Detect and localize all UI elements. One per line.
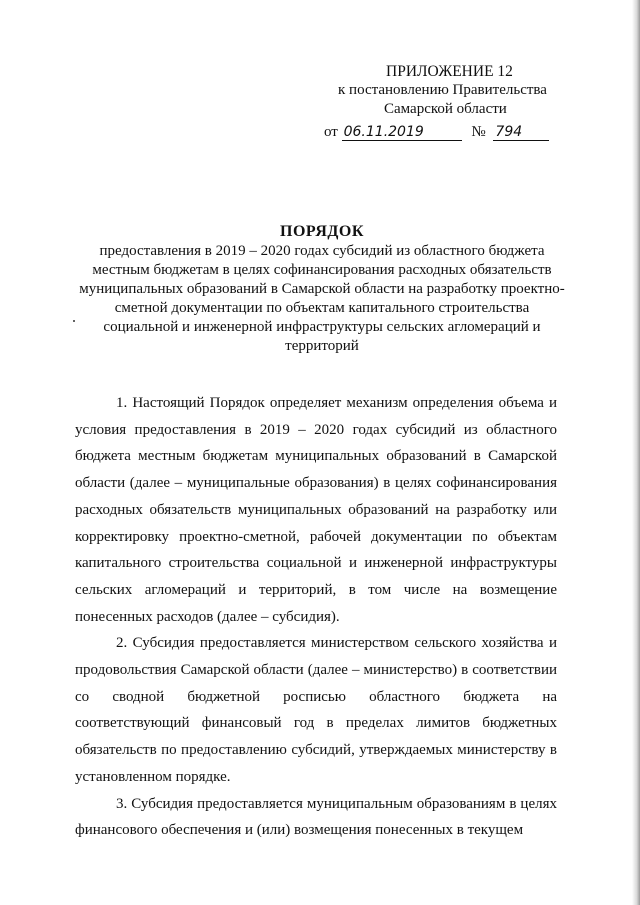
- document-body: [75, 390, 557, 844]
- appendix-resolution-ref: к постановлению Правительства: [338, 82, 547, 98]
- number-sign: №: [471, 124, 486, 140]
- title-subtitle: предоставления в 2019 – 2020 годах субсидий из областного бюджета местным бюджетам в целях софинансирования расходных обязательств муниципальных образований в Самарской области на разработку проектно-сметной документации по объектам капитального строительства социальной и инженерной инфраструктуры сельских агломераций и территорий: [79, 243, 565, 354]
- appendix-region: Самарской области: [384, 101, 507, 117]
- handwritten-date: 06.11.2019: [342, 124, 462, 141]
- handwritten-number: 794: [493, 124, 549, 141]
- appendix-header: [300, 62, 600, 142]
- paragraph-3: 3. Субсидия предоставляется муниципальным образованиям в целях финансового обеспечения и (или) возмещения понесенных в текущем: [75, 795, 557, 839]
- from-label: от: [324, 124, 338, 140]
- scan-speck: [73, 320, 75, 322]
- paragraph-2: 2. Субсидия предоставляется министерством сельского хозяйства и продовольствия Самарской области (далее – министерство) в соответствии со сводной бюджетной росписью областного бюджета на соответствующий финансовый год в пределах лимитов бюджетных обязательств по предоставлению субсидий, утверждаемых министерству в установленном порядке.: [75, 635, 557, 785]
- appendix-date-number-line: [324, 123, 600, 142]
- paragraph-1: 1. Настоящий Порядок определяет механизм определения объема и условия предоставления в 2019 – 2020 годах субсидий из областного бюджета местным бюджетам муниципальных образований в Самарской области (далее – муниципальные образования) в целях софинансирования расходных обязательств муниципальных образований на разработку или корректировку проектно-сметной, рабочей документации по объектам капитального строительства социальной и инженерной инфраструктуры сельских агломераций и территорий, в том числе на возмещение понесенных расходов (далее – субсидия).: [75, 395, 557, 625]
- title-main: ПОРЯДОК: [280, 223, 364, 240]
- scan-edge-shadow: [632, 0, 640, 905]
- document-title: [60, 222, 584, 356]
- appendix-number: ПРИЛОЖЕНИЕ 12: [386, 63, 513, 80]
